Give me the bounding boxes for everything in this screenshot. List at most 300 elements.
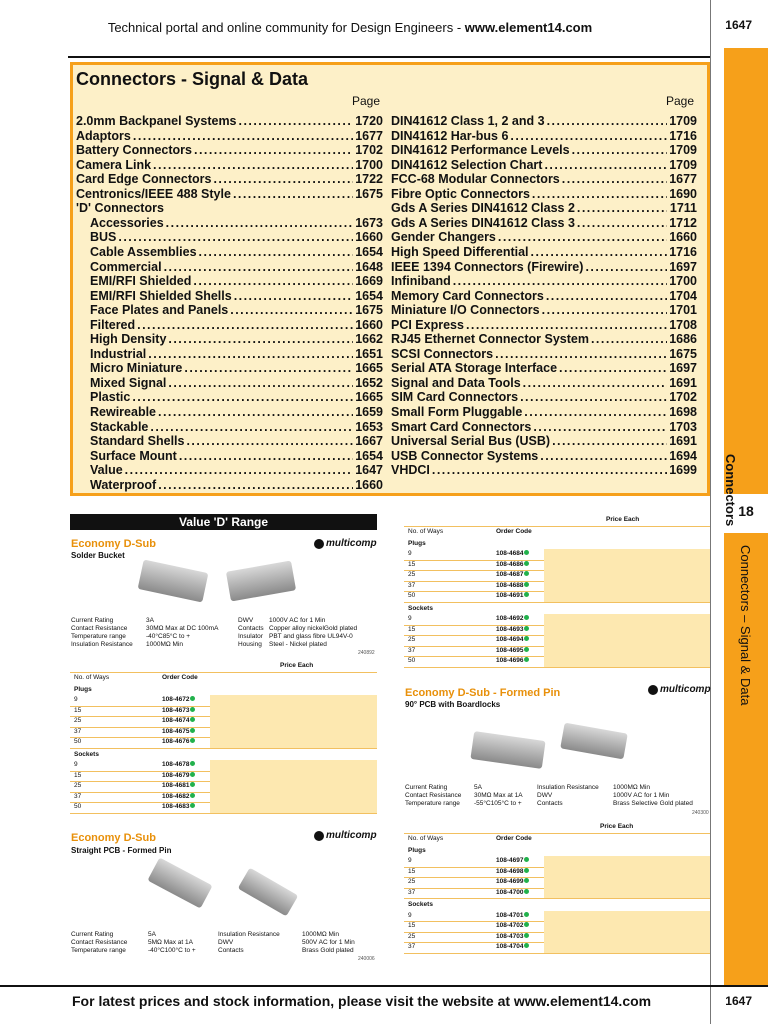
price-cell: [544, 635, 710, 646]
index-entry-page: 1720: [355, 114, 383, 128]
index-entry[interactable]: [391, 376, 697, 391]
code-header: Order Code: [162, 674, 198, 681]
price-cell: [544, 932, 710, 943]
leader-dots: [542, 158, 667, 173]
spec-line: Brass Gold plated: [302, 947, 354, 954]
ways-cell: 15: [74, 771, 82, 779]
specs-values-3a: [474, 784, 523, 808]
index-entry[interactable]: [391, 434, 697, 449]
price-cell: [210, 716, 377, 727]
index-entry-name: BUS: [90, 230, 117, 245]
index-entry[interactable]: [391, 158, 697, 173]
spec-line: Temperature range: [71, 947, 126, 954]
brand-text: multicomp: [660, 684, 711, 695]
index-entry[interactable]: [90, 449, 383, 464]
order-code-cell[interactable]: [496, 635, 529, 646]
index-entry[interactable]: [391, 143, 697, 158]
stock-dot-icon: [524, 943, 529, 948]
order-code[interactable]: 108-4697: [496, 857, 524, 864]
index-entry-page: 1691: [669, 375, 697, 390]
spec-line: Brass Selective Gold plated: [613, 800, 693, 807]
index-entry-page: 1667: [355, 434, 383, 449]
price-cell: [544, 911, 710, 922]
order-code[interactable]: 108-4704: [496, 943, 524, 950]
index-entry-page: 1703: [669, 419, 697, 434]
index-entry-name: RJ45 Ethernet Connector System: [391, 332, 589, 347]
spec-line: Current Rating: [71, 931, 114, 938]
spec-line: Contacts: [238, 625, 264, 632]
index-entry[interactable]: [76, 158, 383, 173]
order-code[interactable]: 108-4683: [162, 803, 190, 810]
ref-code-3: 240300: [692, 810, 709, 816]
stock-dot-icon: [190, 782, 195, 787]
index-entry-page: 1699: [669, 463, 697, 478]
index-entry-page: 1647: [355, 463, 383, 478]
price-cell: [210, 802, 377, 813]
spec-line: 1000V AC for 1 Min: [613, 792, 670, 799]
chapter-tab: [724, 533, 768, 985]
order-code[interactable]: 108-4699: [496, 878, 524, 885]
stock-dot-icon: [524, 889, 529, 894]
index-entry-page: 1686: [669, 332, 697, 347]
stock-dot-icon: [190, 707, 195, 712]
order-code-cell[interactable]: [496, 581, 529, 592]
index-entry-page: 1708: [669, 317, 697, 332]
order-code-cell[interactable]: [162, 781, 195, 792]
index-entry-name: Memory Card Connectors: [391, 288, 544, 303]
order-code-cell[interactable]: [162, 695, 195, 706]
stock-dot-icon: [190, 717, 195, 722]
ways-cell: 25: [408, 636, 416, 643]
index-entry[interactable]: [391, 420, 697, 435]
order-code-cell[interactable]: [496, 856, 529, 867]
index-entry-page: 1704: [669, 288, 697, 303]
price-cell: [210, 760, 377, 771]
spec-line: Insulation Resistance: [537, 784, 599, 791]
ways-header: No. of Ways: [74, 674, 110, 681]
stock-dot-icon: [524, 571, 529, 576]
price-cell: [544, 877, 710, 888]
index-entry[interactable]: [90, 216, 383, 231]
ways-cell: 25: [74, 782, 82, 789]
index-entry-name: Signal and Data Tools: [391, 375, 521, 390]
order-code-cell[interactable]: [496, 888, 529, 899]
leader-dots: [166, 332, 353, 347]
index-entry[interactable]: [90, 420, 383, 435]
specs-labels-3b: [537, 784, 599, 808]
order-code[interactable]: 108-4696: [496, 657, 524, 664]
index-entry-page: 1694: [669, 448, 697, 463]
index-entry-page: 1722: [355, 172, 383, 187]
index-entry[interactable]: [391, 114, 697, 129]
plugs-label: Plugs: [408, 539, 426, 547]
index-entry[interactable]: [90, 361, 383, 376]
index-entry-page: 1700: [355, 157, 383, 172]
order-code-cell[interactable]: [496, 625, 529, 636]
ways-header: No. of Ways: [408, 528, 444, 535]
index-entry-name: Rewireable: [90, 405, 157, 419]
order-code-cell[interactable]: [496, 570, 529, 581]
index-entry-name: SIM Card Connectors: [391, 390, 519, 405]
order-code-cell[interactable]: [496, 646, 529, 657]
order-code[interactable]: 108-4681: [162, 782, 190, 789]
index-entry[interactable]: [391, 332, 697, 347]
index-entry-name: DIN41612 Class 1, 2 and 3: [391, 114, 545, 128]
spec-line: 1000MΩ Min: [613, 784, 651, 791]
leader-dots: [496, 230, 667, 245]
index-entry[interactable]: [391, 463, 697, 478]
index-entry[interactable]: [391, 318, 697, 333]
order-code[interactable]: 108-4701: [496, 911, 524, 919]
index-entry-name: IEEE 1394 Connectors (Firewire): [391, 259, 584, 274]
specs-labels-2b: [218, 931, 280, 955]
index-entry[interactable]: [90, 289, 383, 304]
index-entry-name: Adaptors: [76, 128, 131, 143]
leader-dots: [518, 390, 667, 405]
leader-dots: [540, 303, 667, 318]
index-entry[interactable]: [391, 216, 697, 231]
order-code-cell[interactable]: [496, 942, 529, 953]
index-entry[interactable]: [90, 260, 383, 275]
index-entry[interactable]: [90, 463, 383, 478]
order-code[interactable]: 108-4679: [162, 771, 190, 779]
order-code-cell[interactable]: [496, 911, 529, 922]
specs-values-1b: [269, 617, 357, 649]
index-entry[interactable]: [391, 449, 697, 464]
index-entry-page: 1660: [669, 230, 697, 245]
order-code-cell[interactable]: [496, 656, 529, 667]
index-entry[interactable]: [76, 129, 383, 144]
spec-line: 5A: [474, 784, 482, 791]
order-code-cell[interactable]: [162, 771, 195, 782]
index-entry[interactable]: [90, 245, 383, 260]
index-entry-name: Gds A Series DIN41612 Class 2: [391, 201, 575, 216]
index-entry[interactable]: [391, 390, 697, 405]
index-entry-name: Face Plates and Panels: [90, 303, 229, 318]
index-entry[interactable]: [90, 318, 383, 333]
product-subtitle-1: Solder Bucket: [71, 551, 125, 560]
ways-cell: 15: [408, 625, 416, 633]
spec-line: Housing: [238, 641, 262, 648]
stock-dot-icon: [524, 582, 529, 587]
stock-dot-icon: [524, 626, 529, 631]
order-code[interactable]: 108-4702: [496, 922, 524, 929]
table-row[interactable]: [70, 737, 377, 749]
order-code-cell[interactable]: [162, 706, 195, 717]
index-entry[interactable]: [90, 434, 383, 449]
index-entry[interactable]: [76, 114, 383, 129]
leader-dots: [228, 303, 353, 318]
spec-line: DWV: [537, 792, 553, 799]
leader-dots: [544, 289, 667, 304]
order-code[interactable]: 108-4695: [496, 646, 524, 654]
index-entry[interactable]: [391, 361, 697, 376]
index-entry[interactable]: [391, 245, 697, 260]
price-cell: [544, 614, 710, 625]
index-entry-page: 1660: [355, 477, 383, 492]
order-code[interactable]: 108-4700: [496, 888, 524, 896]
price-cell: [210, 771, 377, 782]
price-cell: [544, 625, 710, 636]
leader-dots: [531, 420, 667, 435]
spec-line: 1000V AC for 1 Min: [269, 617, 326, 624]
leader-dots: [191, 274, 353, 289]
price-cell: [544, 888, 710, 899]
index-entry[interactable]: [90, 347, 383, 362]
ways-cell: 37: [74, 727, 82, 735]
index-entry-name: Universal Serial Bus (USB): [391, 434, 551, 449]
header-rule: [68, 56, 710, 58]
spec-line: Steel - Nickel plated: [269, 641, 327, 648]
index-entry[interactable]: [90, 274, 383, 289]
index-entry[interactable]: [76, 143, 383, 158]
index-entry[interactable]: [391, 347, 697, 362]
stock-dot-icon: [524, 657, 529, 662]
order-code[interactable]: 108-4674: [162, 717, 190, 724]
order-code-cell[interactable]: [496, 549, 529, 560]
index-entry[interactable]: [90, 405, 383, 420]
leader-dots: [550, 434, 667, 449]
index-entry-name: Gender Changers: [391, 230, 496, 245]
order-code[interactable]: 108-4684: [496, 550, 524, 557]
price-cell: [544, 591, 710, 602]
index-entry-name: DIN41612 Har-bus 6: [391, 128, 509, 143]
product-title-1: Economy D-Sub: [71, 538, 156, 550]
index-entry[interactable]: [391, 289, 697, 304]
ways-cell: 25: [408, 932, 416, 940]
table-row[interactable]: [404, 656, 710, 668]
index-entry[interactable]: [391, 260, 697, 275]
product-title-3: Economy D-Sub - Formed Pin: [405, 687, 561, 699]
index-entry[interactable]: [76, 187, 383, 202]
index-entry-name: Industrial: [90, 346, 147, 361]
index-entry-name: Miniature I/O Connectors: [391, 303, 540, 318]
order-code[interactable]: 108-4687: [496, 571, 524, 578]
order-code-cell[interactable]: [496, 932, 529, 943]
leader-dots: [123, 463, 353, 478]
index-entry-page: 1711: [669, 201, 697, 216]
index-entry[interactable]: [391, 230, 697, 245]
brand-text: multicomp: [326, 830, 377, 841]
spec-line: Temperature range: [405, 800, 460, 807]
index-entry-name: 2.0mm Backpanel Systems: [76, 114, 237, 128]
index-entry[interactable]: [391, 201, 697, 216]
order-code[interactable]: 108-4688: [496, 581, 524, 589]
index-entry-name: Standard Shells: [90, 434, 185, 449]
index-entry-page: 1653: [355, 419, 383, 434]
index-entry-page: 1709: [669, 143, 697, 158]
spec-line: 5MΩ Max at 1A: [148, 939, 193, 946]
index-entry-name: Surface Mount: [90, 448, 177, 463]
spec-line: Insulator: [238, 633, 263, 640]
leader-dots: [156, 405, 353, 420]
stock-dot-icon: [524, 647, 529, 652]
order-code[interactable]: 108-4692: [496, 615, 524, 622]
index-entry-name: SCSI Connectors: [391, 346, 494, 361]
spec-line: Contacts: [218, 947, 244, 954]
index-entry-name: High Density: [90, 332, 167, 347]
index-entry[interactable]: [90, 376, 383, 391]
stock-dot-icon: [524, 912, 529, 917]
order-code-cell[interactable]: [162, 737, 195, 748]
stock-dot-icon: [524, 922, 529, 927]
footer-page-number: 1647: [725, 994, 752, 1008]
ways-cell: 25: [408, 878, 416, 885]
leader-dots: [177, 449, 353, 464]
price-cell: [544, 867, 710, 878]
order-code-cell[interactable]: [496, 877, 529, 888]
index-entry-name: DIN41612 Selection Chart: [391, 157, 543, 172]
index-entry-name: EMI/RFI Shielded: [90, 274, 192, 289]
order-code-cell[interactable]: [162, 792, 195, 803]
leader-dots: [575, 216, 667, 231]
index-entry[interactable]: [90, 478, 383, 493]
order-code[interactable]: 108-4682: [162, 792, 190, 800]
leader-dots: [430, 463, 667, 478]
index-entry[interactable]: [391, 187, 697, 202]
price-cell: [210, 792, 377, 803]
specs-labels-1b: [238, 617, 264, 649]
order-code-cell[interactable]: [162, 716, 195, 727]
stock-dot-icon: [190, 793, 195, 798]
group-row: [404, 846, 710, 857]
brand-logo-1: [314, 538, 377, 549]
index-entry-page: 1716: [669, 244, 697, 259]
index-entry-name: Plastic: [90, 390, 131, 405]
group-row: [404, 604, 710, 615]
index-entry-name: Serial ATA Storage Interface: [391, 361, 558, 376]
stock-dot-icon: [524, 868, 529, 873]
order-code[interactable]: 108-4678: [162, 761, 190, 768]
order-code-cell[interactable]: [162, 802, 195, 813]
index-entry[interactable]: [90, 390, 383, 405]
ref-code-2: 240006: [358, 956, 375, 962]
specs-labels-1a: [71, 617, 133, 649]
ways-cell: 50: [408, 592, 416, 599]
section-tab-label: Connectors: [723, 454, 738, 527]
tagline-site-link[interactable]: www.element14.com: [464, 20, 593, 35]
order-code-cell[interactable]: [162, 727, 195, 738]
ways-cell: 15: [408, 922, 416, 929]
order-code[interactable]: 108-4698: [496, 867, 524, 875]
order-code[interactable]: 108-4686: [496, 560, 524, 568]
table-header-row: [404, 833, 710, 845]
stock-dot-icon: [524, 636, 529, 641]
order-code-cell[interactable]: [496, 614, 529, 625]
index-entry-page: 1675: [669, 346, 697, 361]
index-entry[interactable]: [76, 172, 383, 187]
order-code[interactable]: 108-4676: [162, 738, 190, 745]
group-row: [404, 900, 710, 911]
index-entry-name: Commercial: [90, 259, 162, 274]
index-entry[interactable]: [90, 303, 383, 318]
index-entry[interactable]: [391, 405, 697, 420]
index-entry-name: EMI/RFI Shielded Shells: [90, 288, 232, 303]
leader-dots: [508, 129, 667, 144]
price-cell: [210, 727, 377, 738]
leader-dots: [560, 172, 667, 187]
order-code[interactable]: 108-4693: [496, 625, 524, 633]
plugs-label: Plugs: [408, 846, 426, 854]
price-header-3: Price Each: [600, 823, 634, 830]
order-code[interactable]: 108-4672: [162, 696, 190, 703]
order-code-cell[interactable]: [496, 867, 529, 878]
index-entry-name: Value: [90, 463, 123, 478]
ways-cell: 25: [408, 571, 416, 578]
leader-dots: [538, 449, 667, 464]
index-entry[interactable]: [391, 274, 697, 289]
leader-dots: [151, 158, 353, 173]
index-entry-name: Filtered: [90, 317, 136, 332]
order-code[interactable]: 108-4703: [496, 932, 524, 940]
sockets-label: Sockets: [408, 901, 433, 908]
spec-line: -40°C85°C to +: [146, 633, 191, 640]
index-entry[interactable]: [90, 230, 383, 245]
specs-labels-3a: [405, 784, 461, 808]
ways-cell: 9: [408, 550, 412, 557]
ways-cell: 9: [408, 911, 412, 919]
leader-dots: [557, 361, 667, 376]
ref-code-1: 240892: [358, 650, 375, 656]
group-row: [70, 750, 377, 761]
spec-line: PBT and glass fibre UL94V-0: [269, 633, 353, 640]
index-entry[interactable]: [391, 172, 697, 187]
order-code-cell[interactable]: [496, 560, 529, 571]
index-entry[interactable]: [76, 201, 383, 216]
leader-dots: [521, 376, 667, 391]
table-row[interactable]: [404, 591, 710, 603]
header-tagline: [0, 20, 700, 35]
index-entry-page: 1697: [669, 361, 697, 376]
table-row[interactable]: [404, 888, 710, 900]
group-row: [404, 539, 710, 550]
specs-labels-2a: [71, 931, 127, 955]
group-row: [70, 685, 377, 696]
leader-dots: [156, 478, 353, 493]
ways-cell: 15: [408, 560, 416, 568]
order-code[interactable]: 108-4694: [496, 636, 524, 643]
price-header-1r: Price Each: [606, 516, 640, 523]
ways-cell: 37: [408, 646, 416, 654]
table-row[interactable]: [404, 942, 710, 954]
table-row[interactable]: [70, 802, 377, 814]
ways-cell: 15: [408, 867, 416, 875]
order-code[interactable]: 108-4675: [162, 727, 190, 735]
leader-dots: [211, 172, 353, 187]
order-code-cell[interactable]: [496, 591, 529, 602]
index-entry-page: 1673: [355, 215, 383, 230]
index-entry[interactable]: [90, 332, 383, 347]
index-entry-page: 1698: [669, 405, 697, 419]
order-code-cell[interactable]: [496, 921, 529, 932]
index-entry-page: 1690: [669, 186, 697, 201]
order-code-cell[interactable]: [162, 760, 195, 771]
index-entry[interactable]: [391, 129, 697, 144]
spec-line: Temperature range: [71, 633, 126, 640]
leader-dots: [131, 129, 353, 144]
stock-dot-icon: [190, 696, 195, 701]
price-cell: [544, 646, 710, 657]
leader-dots: [232, 289, 353, 304]
order-code[interactable]: 108-4673: [162, 706, 190, 714]
index-entry-name: Accessories: [90, 215, 164, 230]
order-code[interactable]: 108-4691: [496, 592, 524, 599]
index-entry-name: Fibre Optic Connectors: [391, 186, 530, 201]
index-entry[interactable]: [391, 303, 697, 318]
index-title: Connectors - Signal & Data: [76, 69, 309, 89]
code-header: Order Code: [496, 528, 532, 535]
connector-image-2b: [238, 868, 298, 917]
